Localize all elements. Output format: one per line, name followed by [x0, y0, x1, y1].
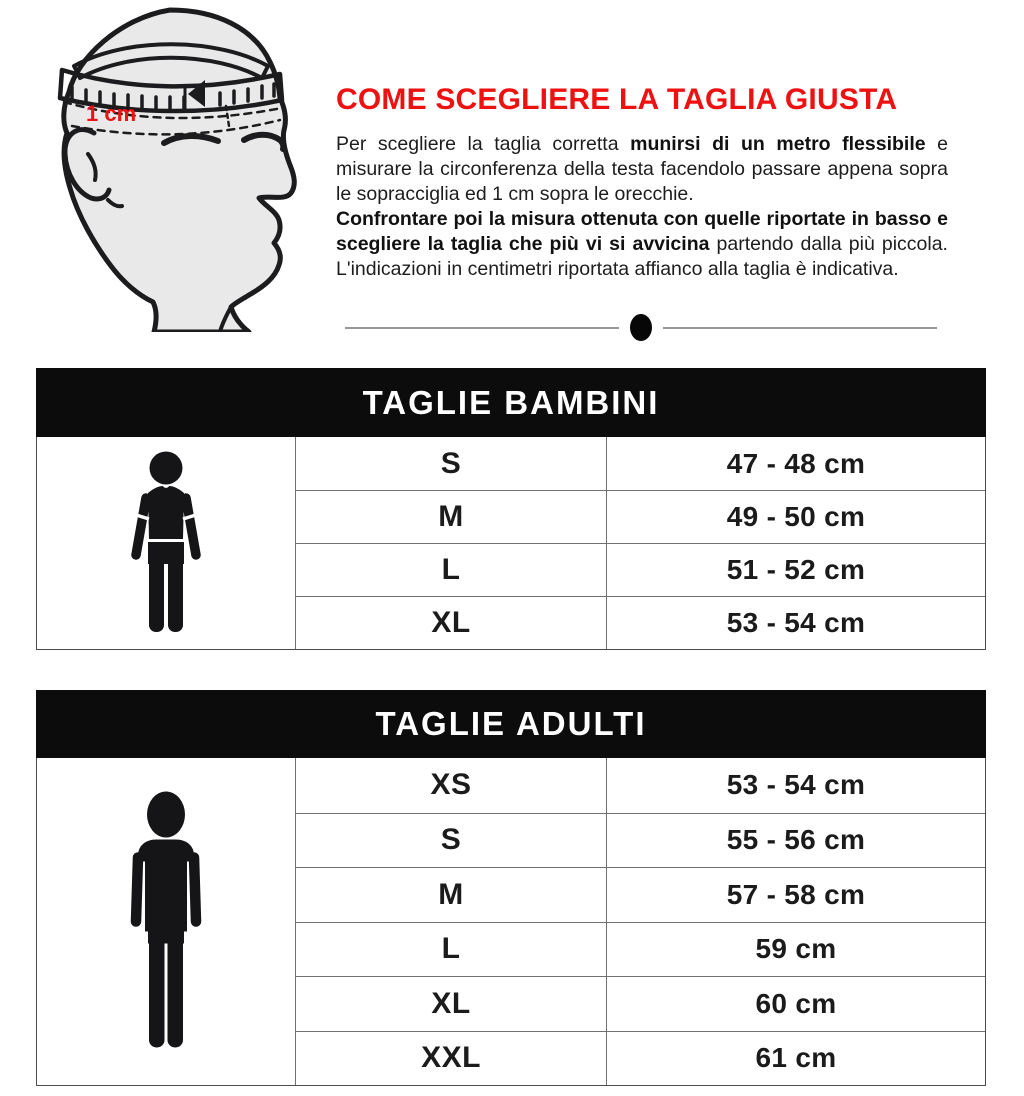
intro-paragraph-1	[336, 132, 948, 207]
size-label: XXL	[296, 1031, 607, 1086]
table-header-bambini: TAGLIE BAMBINI	[36, 368, 986, 437]
text-segment: Per scegliere la taglia corretta	[336, 132, 631, 155]
size-label: M	[296, 867, 607, 922]
adult-silhouette-icon	[37, 758, 296, 1085]
size-range: 55 - 56 cm	[607, 813, 985, 868]
size-range: 51 - 52 cm	[607, 543, 985, 596]
child-figure-icon	[125, 451, 207, 636]
size-range: 59 cm	[607, 922, 985, 977]
head-with-tape-illustration	[28, 2, 320, 332]
text-segment-bold: munirsi di un metro flessibile	[630, 132, 926, 155]
size-label: L	[296, 543, 607, 596]
size-range: 60 cm	[607, 976, 985, 1031]
child-silhouette-icon	[37, 437, 296, 649]
size-range: 53 - 54 cm	[726, 769, 866, 801]
table-body-adulti	[36, 758, 986, 1086]
text-segment: e misurare la circonferenza della testa facendolo passare appena sopra le sopracciglia ed 1 cm sopra le orecchie.	[336, 132, 949, 205]
tape-label: 1 cm	[86, 101, 137, 126]
table-header-adulti: TAGLIE ADULTI	[36, 690, 986, 758]
divider-line-right	[663, 327, 937, 329]
size-range: 49 - 50 cm	[607, 490, 985, 543]
divider-dot	[630, 314, 652, 341]
table-taglie-bambini	[36, 368, 986, 650]
size-label: S	[296, 813, 607, 868]
intro-section	[336, 84, 948, 282]
size-label: M	[296, 490, 607, 543]
divider-line-left	[345, 327, 619, 329]
head-measurement-illustration	[28, 2, 320, 332]
text-segment-bold: Confrontare poi la misura ottenuta con quelle riportate in basso e scegliere la taglia che più vi si avvicina	[336, 207, 948, 255]
table-body-bambini	[36, 437, 986, 650]
page-title: COME SCEGLIERE LA TAGLIA GIUSTA	[336, 83, 898, 116]
section-divider	[345, 314, 937, 341]
size-label: XL	[296, 596, 607, 649]
table-taglie-adulti	[36, 690, 986, 1086]
size-range: 61 cm	[607, 1031, 985, 1086]
size-label: S	[296, 437, 607, 490]
size-label: XL	[296, 976, 607, 1031]
intro-paragraph-2	[336, 207, 948, 282]
text-segment: partendo dalla più piccola. L'indicazioni in centimetri riportata affianco alla taglia è indicativa.	[336, 232, 948, 280]
adult-figure-icon	[116, 788, 216, 1056]
size-range: 47 - 48 cm	[726, 447, 866, 479]
size-label: L	[296, 922, 607, 977]
size-label: XS	[296, 758, 607, 813]
size-range: 53 - 54 cm	[607, 596, 985, 649]
size-range: 57 - 58 cm	[607, 867, 985, 922]
